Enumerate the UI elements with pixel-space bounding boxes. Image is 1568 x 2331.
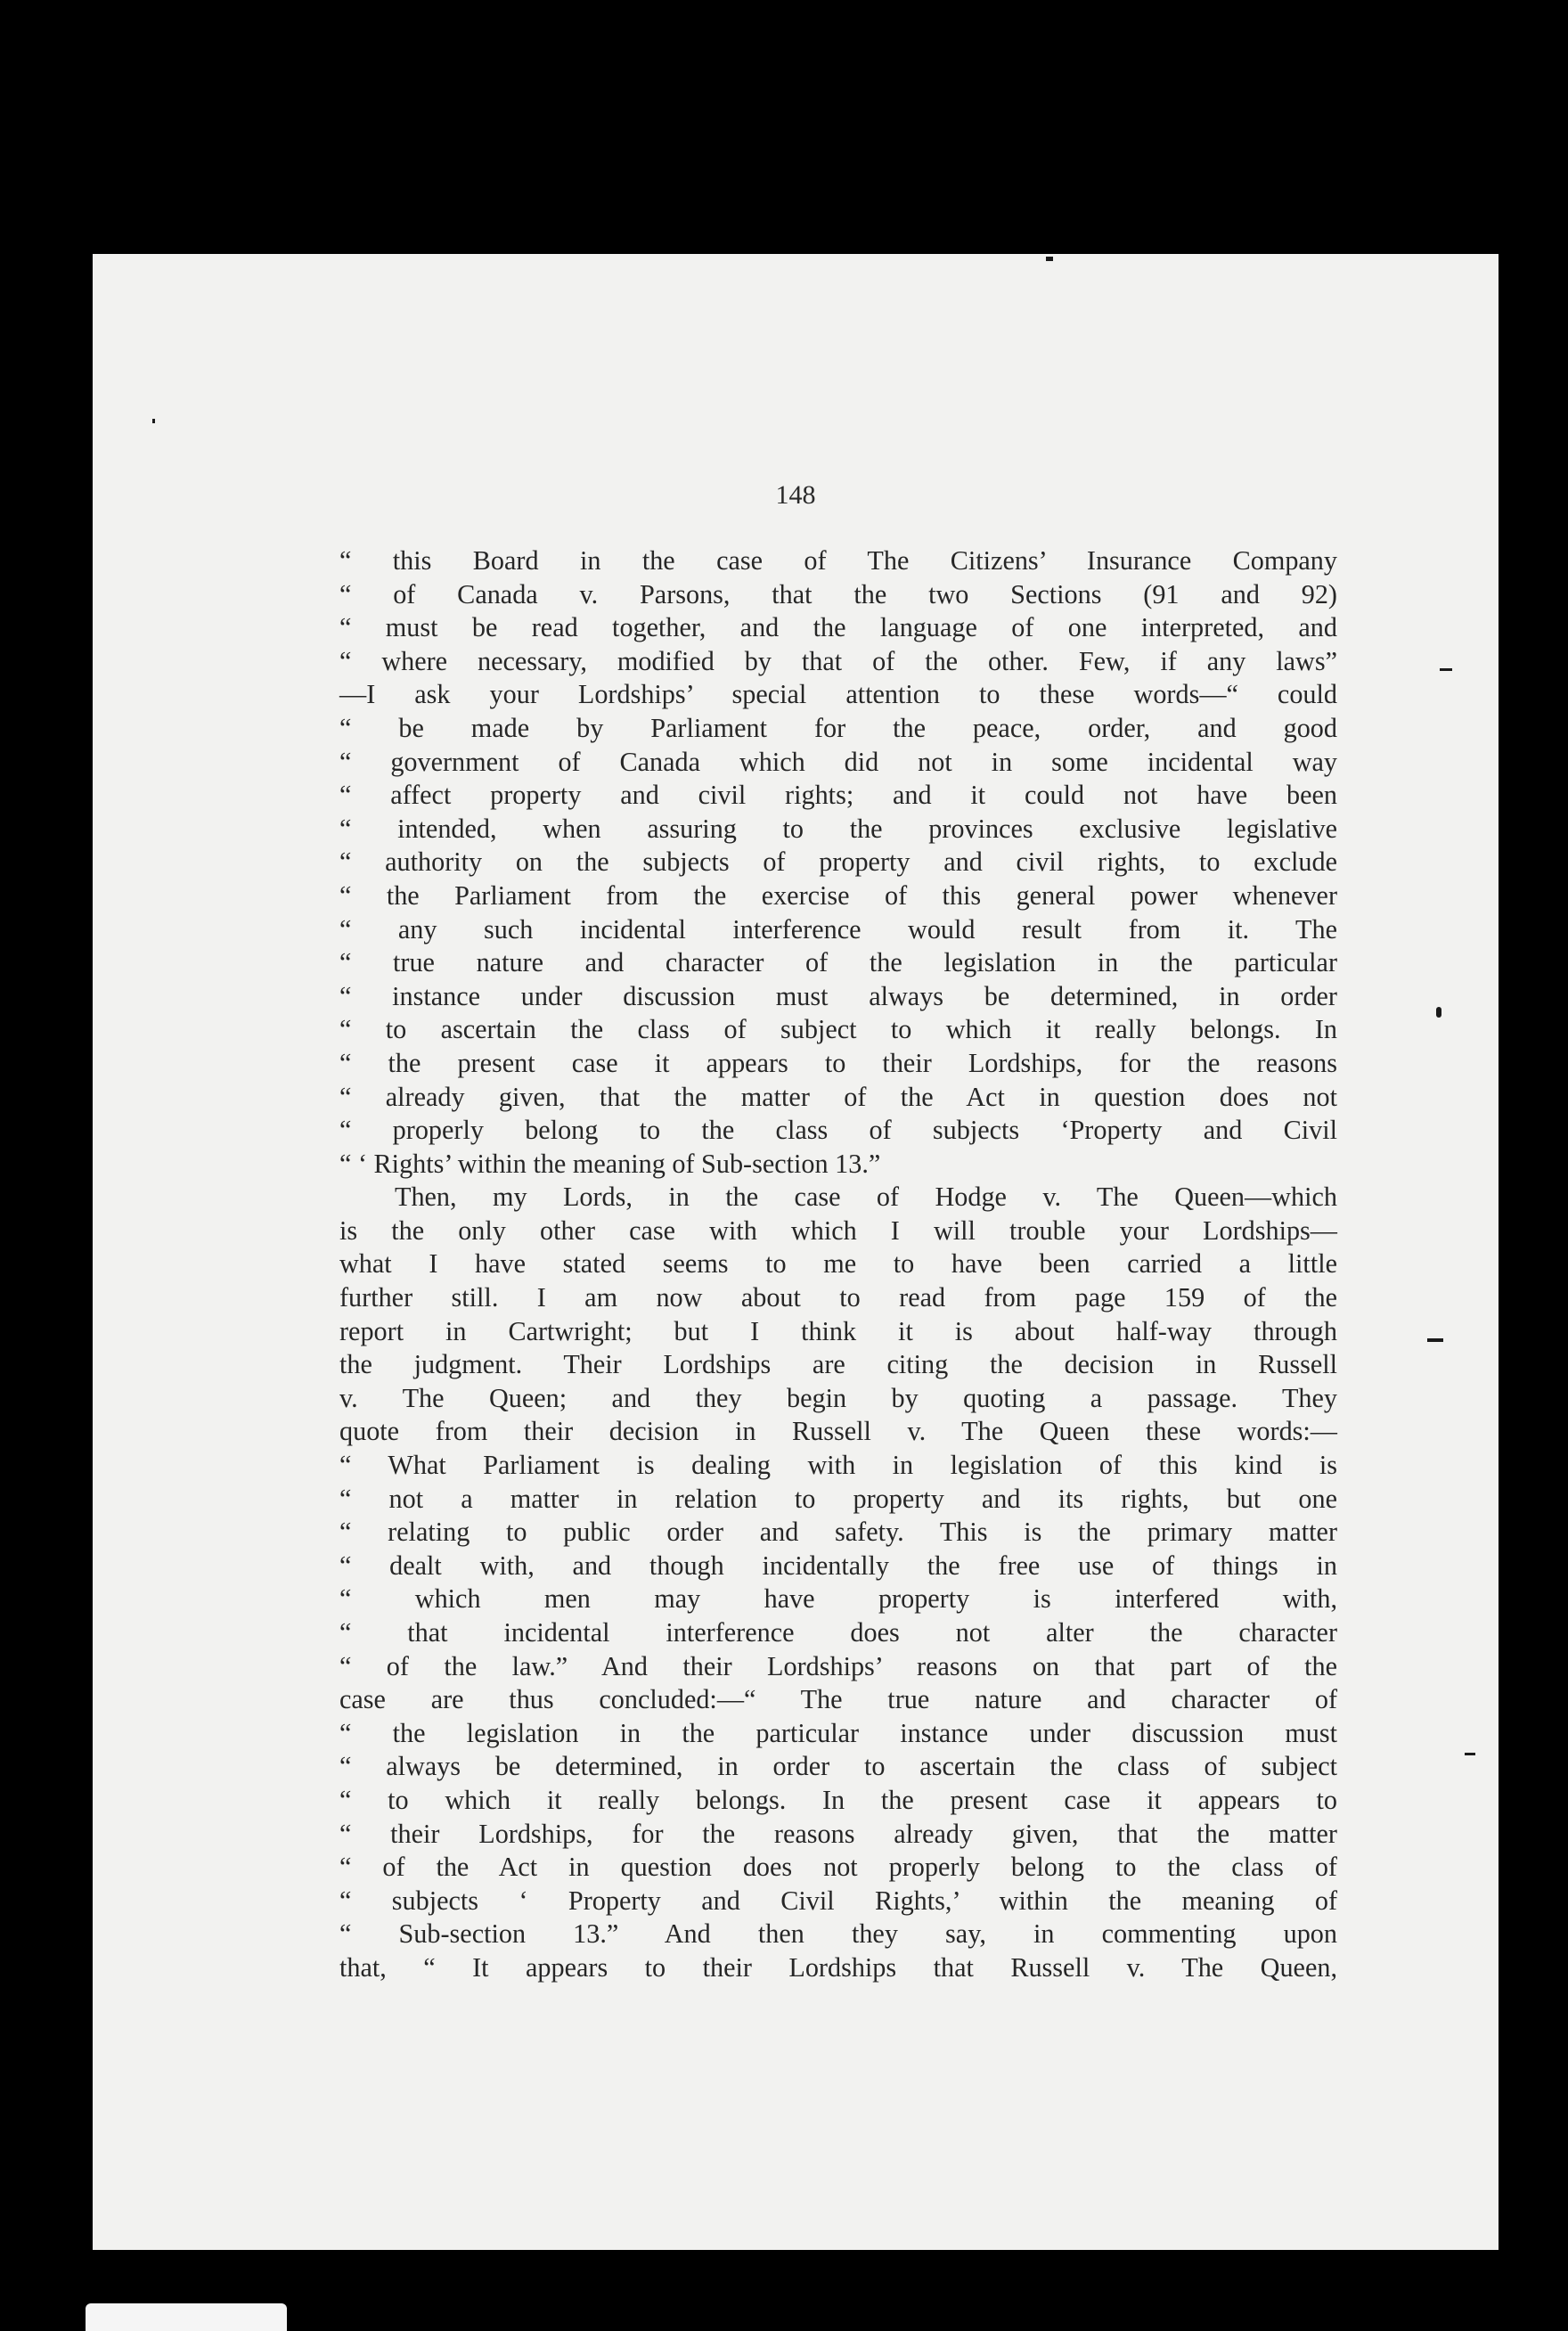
text-line: “ the legislation in the particular instance under discussion must [339, 1717, 1337, 1748]
text-line: “ where necessary, modified by that of the other. Few, if any laws” [339, 645, 1337, 676]
text-line: “ subjects ‘ Property and Civil Rights,’ within the meaning of [339, 1885, 1337, 1916]
text-line: report in Cartwright; but I think it is about half-way through [339, 1315, 1337, 1346]
text-line: “ the Parliament from the exercise of this general power whenever [339, 879, 1337, 911]
text-line: that, “ It appears to their Lordships that Russell v. The Queen, [339, 1951, 1337, 1983]
text-line: “ instance under discussion must always be determined, in order [339, 980, 1337, 1011]
text-line: “ already given, that the matter of the Act in question does not [339, 1081, 1337, 1112]
text-line: “ this Board in the case of The Citizens’ Insurance Company [339, 545, 1337, 576]
text-line: “ to which it really belongs. In the present case it appears to [339, 1784, 1337, 1815]
text-line: quote from their decision in Russell v. The Queen these words:— [339, 1416, 1337, 1447]
text-line: further still. I am now about to read from page 159 of the [339, 1282, 1337, 1313]
film-label-tab [86, 2303, 287, 2331]
text-line: “ dealt with, and though incidentally the free use of things in [339, 1550, 1337, 1581]
text-line: “ always be determined, in order to ascertain the class of subject [339, 1751, 1337, 1782]
text-line: “ must be read together, and the language of one interpreted, and [339, 612, 1337, 643]
text-line: “ their Lordships, for the reasons already given, that the matter [339, 1818, 1337, 1849]
text-line: “ properly belong to the class of subjects ‘Property and Civil [339, 1115, 1337, 1146]
text-line: the judgment. Their Lordships are citing the decision in Russell [339, 1349, 1337, 1380]
text-line: “ What Parliament is dealing with in legislation of this kind is [339, 1450, 1337, 1481]
scan-mark [1046, 257, 1053, 261]
text-line: “ of Canada v. Parsons, that the two Sections (91 and 92) [339, 578, 1337, 609]
scan-mark [1465, 1753, 1475, 1755]
text-line: what I have stated seems to me to have been carried a little [339, 1248, 1337, 1280]
text-line: “ ‘ Rights’ within the meaning of Sub-section 13.” [339, 1148, 881, 1179]
text-line: “ authority on the subjects of property and civil rights, to exclude [339, 847, 1337, 878]
text-line: “ not a matter in relation to property and its rights, but one [339, 1483, 1337, 1514]
text-line: “ which men may have property is interfered with, [339, 1583, 1337, 1615]
scan-mark [1440, 668, 1452, 671]
text-line: “ be made by Parliament for the peace, order, and good [339, 712, 1337, 743]
body-text [339, 544, 1337, 1985]
text-line: “ affect property and civil rights; and it could not have been [339, 780, 1337, 811]
page-number: 148 [775, 480, 816, 510]
text-line: —I ask your Lordships’ special attention to these words—“ could [339, 679, 1337, 710]
text-line: v. The Queen; and they begin by quoting a passage. They [339, 1382, 1337, 1413]
text-line: “ Sub-section 13.” And then they say, in commenting upon [339, 1918, 1337, 1950]
text-line: “ that incidental interference does not alter the character [339, 1617, 1337, 1648]
text-line: is the only other case with which I will trouble your Lordships— [339, 1215, 1337, 1246]
text-line: “ relating to public order and safety. This is the primary matter [339, 1517, 1337, 1548]
text-line: “ government of Canada which did not in some incidental way [339, 746, 1337, 777]
text-line: Then, my Lords, in the case of Hodge v. The Queen—which [395, 1182, 1337, 1213]
scan-mark [1427, 1338, 1443, 1342]
text-line: “ true nature and character of the legislation in the particular [339, 947, 1337, 978]
text-line: “ any such incidental interference would result from it. The [339, 913, 1337, 945]
text-line: “ of the law.” And their Lordships’ reasons on that part of the [339, 1650, 1337, 1681]
scan-mark [152, 419, 155, 423]
text-line: case are thus concluded:—“ The true nature and character of [339, 1684, 1337, 1715]
text-line: “ the present case it appears to their Lordships, for the reasons [339, 1047, 1337, 1078]
text-line: “ intended, when assuring to the provinces exclusive legislative [339, 813, 1337, 844]
scan-mark [1436, 1007, 1441, 1018]
document-page [93, 254, 1499, 2250]
text-line: “ of the Act in question does not properly belong to the class of [339, 1852, 1337, 1883]
text-line: “ to ascertain the class of subject to which it really belongs. In [339, 1014, 1337, 1045]
